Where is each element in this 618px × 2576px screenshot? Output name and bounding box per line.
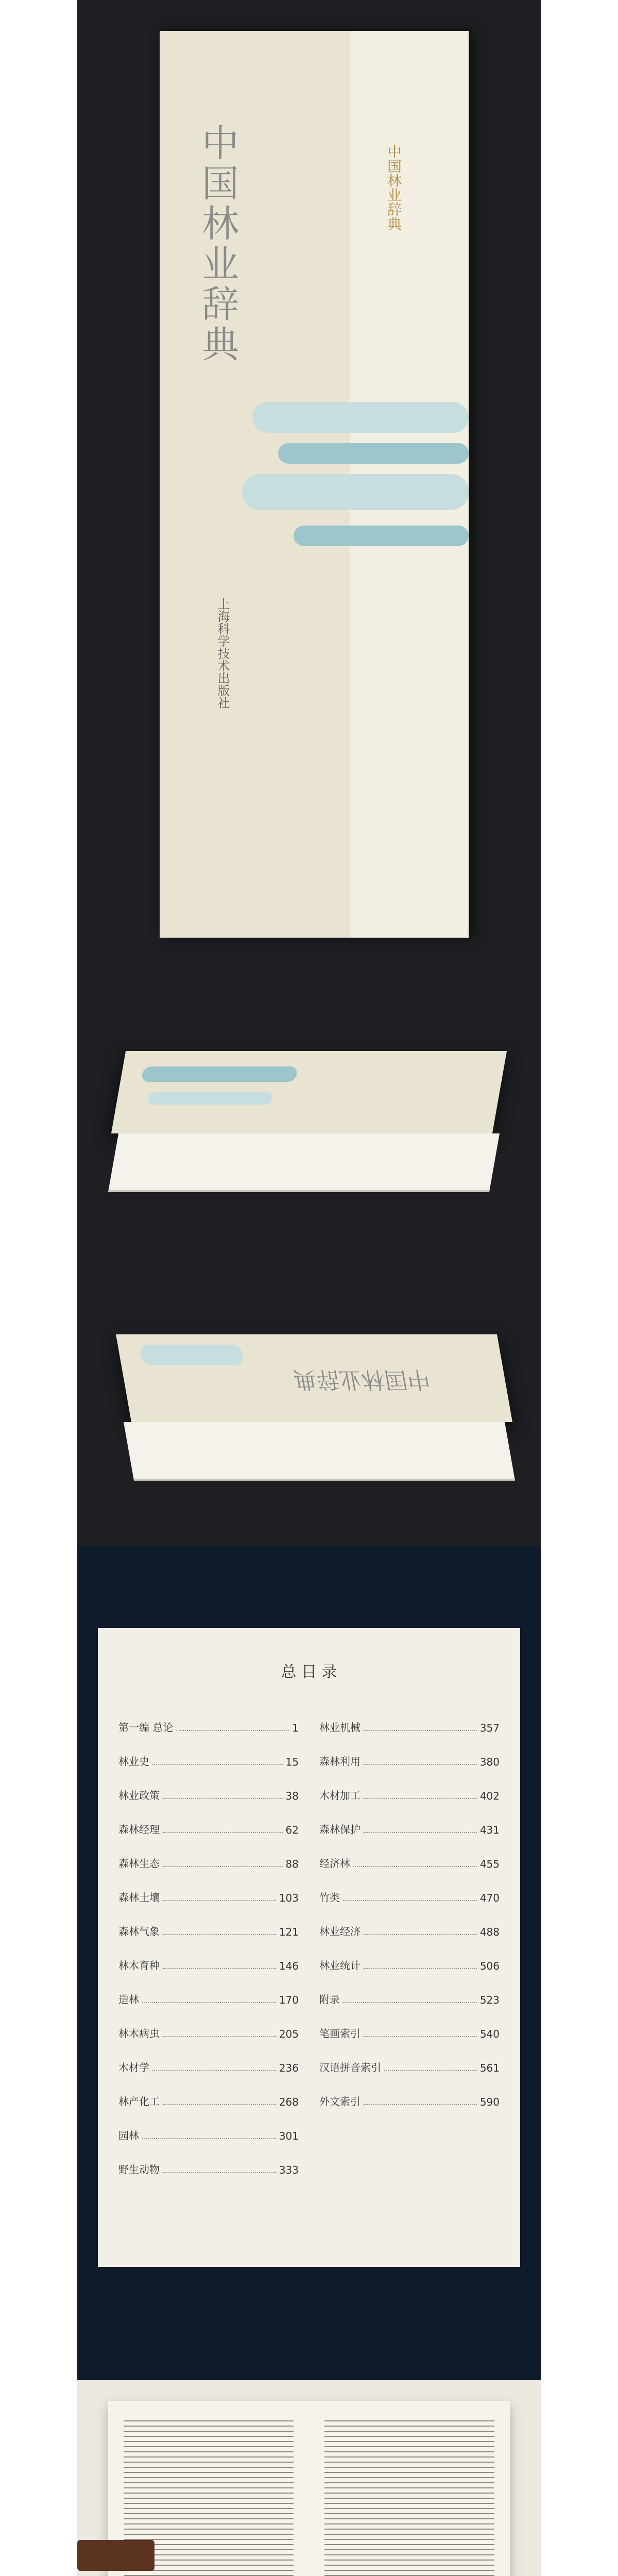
toc-row [319, 1836, 500, 1870]
toc-leader-dots [364, 1968, 477, 1969]
toc-row [319, 1802, 500, 1836]
toc-entry-label: 木材加工 [319, 1789, 360, 1802]
toc-row [118, 1870, 299, 1904]
toc-row [319, 1938, 500, 1972]
spine-stripe-3 [242, 474, 469, 510]
toc-row [118, 1768, 299, 1802]
toc-row [118, 1802, 299, 1836]
toc-row [319, 1734, 500, 1768]
toc-page-number: 146 [279, 1960, 299, 1972]
toc-entry-label: 林木育种 [118, 1959, 160, 1972]
toc-leader-dots [142, 2002, 276, 2003]
spine-stripe-1 [252, 402, 469, 433]
toc-row [319, 1700, 500, 1734]
toc-row [319, 2074, 500, 2108]
flipped-spine-label: 中国林业辞典 [291, 1366, 432, 1393]
toc-leader-dots [163, 1934, 276, 1935]
toc-entry-label: 附录 [319, 1993, 340, 2006]
toc-row [118, 1972, 299, 2006]
toc-entry-label: 森林土壤 [118, 1891, 160, 1904]
book-lying-body [111, 1051, 507, 1133]
side-mini-title: 中国林业辞典 [385, 144, 402, 231]
toc-row [319, 2006, 500, 2040]
toc-page-number: 488 [479, 1926, 500, 1938]
toc-leader-dots [364, 1832, 477, 1833]
toc-entry-label: 林业政策 [118, 1789, 160, 1802]
toc-entry-label: 林业机械 [319, 1721, 360, 1734]
spine-publisher: 上海科学技术出版社 [215, 598, 230, 709]
book-pages-edge [108, 1133, 500, 1192]
toc-leader-dots [343, 1900, 477, 1901]
book-flipped-pages [124, 1422, 515, 1481]
toc-page-number: 268 [279, 2096, 299, 2108]
toc-page-number: 431 [479, 1824, 500, 1836]
toc-row [118, 2006, 299, 2040]
toc-leader-dots [384, 2070, 477, 2071]
toc-row [118, 2108, 299, 2142]
toc-leader-dots [163, 2104, 276, 2105]
toc-row [118, 2040, 299, 2074]
toc-row [118, 1700, 299, 1734]
toc-page-number: 38 [285, 1790, 299, 1802]
toc-entry-label: 森林经理 [118, 1823, 160, 1836]
toc-entry-label: 林业史 [118, 1755, 149, 1768]
toc-page-number: 380 [479, 1756, 500, 1768]
book-stand-1 [77, 2540, 154, 2571]
lying-stripe-1 [141, 1066, 298, 1082]
toc-page-number: 170 [279, 1994, 299, 2006]
photo-table-of-contents [77, 1546, 541, 2380]
toc-row [118, 1734, 299, 1768]
toc-page-number: 301 [279, 2130, 299, 2142]
toc-leader-dots [152, 1764, 283, 1765]
toc-entry-label: 林业经济 [319, 1925, 360, 1938]
toc-page-number: 205 [279, 2028, 299, 2040]
book-spine-body [160, 31, 469, 938]
toc-entry-label: 森林生态 [118, 1857, 160, 1870]
toc-title: 总 目 录 [281, 1663, 337, 1681]
toc-entry-label: 外文索引 [319, 2095, 360, 2108]
toc-page-number: 590 [479, 2096, 500, 2108]
toc-page [98, 1628, 520, 2267]
toc-leader-dots [364, 2104, 477, 2105]
toc-page-number: 455 [479, 1858, 500, 1870]
toc-page-number: 402 [479, 1790, 500, 1802]
toc-entry-label: 森林保护 [319, 1823, 360, 1836]
toc-leader-dots [163, 1968, 276, 1969]
toc-page-number: 1 [292, 1722, 299, 1734]
toc-leader-dots [364, 1764, 477, 1765]
toc-page-number: 15 [285, 1756, 299, 1768]
toc-page-number: 561 [479, 2062, 500, 2074]
book-flipped-body [116, 1334, 512, 1422]
toc-leader-dots [343, 2002, 477, 2003]
toc-page-number: 236 [279, 2062, 299, 2074]
toc-entry-label: 森林气象 [118, 1925, 160, 1938]
toc-page-number: 62 [285, 1824, 299, 1836]
toc-entry-label: 经济林 [319, 1857, 350, 1870]
photo-spine [77, 0, 541, 969]
toc-page-number: 357 [479, 1722, 500, 1734]
toc-leader-dots [163, 1900, 276, 1901]
toc-left-column [118, 1700, 299, 2176]
toc-row [118, 2142, 299, 2176]
toc-leader-dots [176, 1730, 289, 1731]
toc-leader-dots [152, 2070, 276, 2071]
photo-open-book-1 [77, 2380, 541, 2576]
toc-row [319, 1768, 500, 1802]
toc-entry-label: 第一编 总论 [118, 1721, 174, 1734]
toc-entry-label: 林业统计 [319, 1959, 360, 1972]
toc-row [118, 1904, 299, 1938]
toc-entry-label: 园林 [118, 2129, 139, 2142]
toc-leader-dots [364, 1730, 477, 1731]
toc-row [118, 2074, 299, 2108]
flipped-stripe-1 [139, 1345, 245, 1365]
toc-entry-label: 森林利用 [319, 1755, 360, 1768]
toc-leader-dots [353, 1866, 477, 1867]
toc-page-number: 103 [279, 1892, 299, 1904]
toc-leader-dots [364, 1798, 477, 1799]
toc-entry-label: 汉语拼音索引 [319, 2061, 381, 2074]
toc-row [319, 1870, 500, 1904]
toc-leader-dots [142, 2138, 276, 2139]
toc-page-number: 88 [285, 1858, 299, 1870]
toc-entry-label: 笔画索引 [319, 2027, 360, 2040]
toc-leader-dots [364, 2036, 477, 2037]
toc-row [118, 1938, 299, 1972]
toc-page-number: 470 [479, 1892, 500, 1904]
toc-page-number: 523 [479, 1994, 500, 2006]
toc-leader-dots [163, 1866, 283, 1867]
toc-entry-label: 林产化工 [118, 2095, 160, 2108]
toc-entry-label: 野生动物 [118, 2163, 160, 2176]
spine-title: 中国林业辞典 [196, 124, 239, 365]
toc-row [319, 2040, 500, 2074]
toc-entry-label: 造林 [118, 1993, 139, 2006]
toc-row [118, 1836, 299, 1870]
toc-entry-label: 竹类 [319, 1891, 340, 1904]
toc-leader-dots [163, 2036, 276, 2037]
toc-right-column [319, 1700, 500, 2108]
photo-book-lying-2 [77, 1257, 541, 1546]
toc-entry-label: 林木病虫 [118, 2027, 160, 2040]
toc-row [319, 1904, 500, 1938]
toc-leader-dots [163, 1832, 283, 1833]
toc-page-number: 121 [279, 1926, 299, 1938]
toc-page-number: 333 [279, 2164, 299, 2176]
toc-row [319, 1972, 500, 2006]
spine-stripe-2 [278, 443, 469, 464]
photo-book-lying-1 [77, 969, 541, 1257]
toc-page-number: 506 [479, 1960, 500, 1972]
lying-stripe-2 [147, 1092, 273, 1105]
spine-stripe-4 [294, 526, 469, 546]
toc-page-number: 540 [479, 2028, 500, 2040]
page-text-right-1 [324, 2416, 494, 2576]
open-book-pages-1 [108, 2401, 510, 2576]
toc-leader-dots [163, 1798, 283, 1799]
toc-entry-label: 木材学 [118, 2061, 149, 2074]
toc-leader-dots [163, 2172, 276, 2173]
toc-leader-dots [364, 1934, 477, 1935]
